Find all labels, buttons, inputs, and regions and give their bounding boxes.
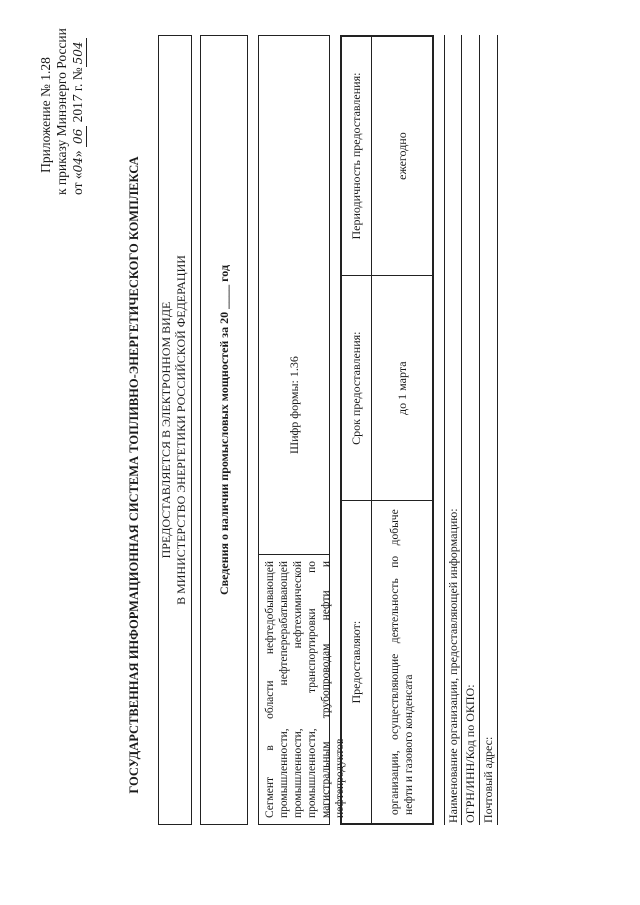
form-code: Шифр формы: 1.36 [286,356,301,454]
date-year-digit: 7 [71,94,85,103]
reporting-table [340,35,434,825]
value-deadline: до 1 марта [372,276,433,501]
postal-address-field: Почтовый адрес: [480,35,498,825]
date-year-prefix: 201 [70,102,85,123]
header-providers: Предоставляют: [342,501,372,824]
org-ids-field: ОГРН/ИНН/Код по ОКПО: [462,35,480,825]
form-title [201,36,247,824]
date-month: 06 [70,126,87,147]
date-prefix: от « [70,172,85,195]
form-title-year-word: год [217,264,231,282]
reporting-header-row [342,37,372,824]
form-title-box [200,35,248,825]
electronic-line-1: ПРЕДОСТАВЛЯЕТСЯ В ЭЛЕКТРОННОМ ВИДЕ [159,301,173,559]
date-mid: » [70,150,85,158]
system-title: ГОСУДАРСТВЕННАЯ ИНФОРМАЦИОННАЯ СИСТЕМА ТОПЛИВНО-ЭНЕРГЕТИЧЕСКОГО КОМПЛЕКСА [127,156,141,794]
segment-description: Сегмент в области нефтедобывающей промышленности, нефтеперерабатывающей промышленности, нефтехимической промышленности, транспортировки по магистральным трубопроводам нефти и нефтепродуктов [259,554,329,824]
date-day: 04 [71,157,85,173]
value-providers: организации, осуществляющие деятельность по добыче нефти и газового конденсата [372,501,433,824]
org-name-field: Наименование организации, предоставляющей информацию: [444,35,462,825]
header-frequency: Периодичность предоставления: [342,37,372,276]
appendix-date-line [70,35,87,195]
date-suffix: г. № [70,67,85,92]
appendix-header [38,28,87,195]
value-frequency: ежегодно [372,37,433,276]
electronic-line-2: В МИНИСТЕРСТВО ЭНЕРГЕТИКИ РОССИЙСКОЙ ФЕДЕРАЦИИ [174,255,188,605]
appendix-number: Приложение № 1.28 [38,57,53,173]
reporting-value-row [372,37,433,824]
reporting-grid [341,36,433,824]
header-deadline: Срок предоставления: [342,276,372,501]
year-blank: ____ [217,284,231,309]
segment-box [258,35,346,825]
electronic-submission-box [158,35,192,825]
form-title-text: Сведения о наличии промысловых мощностей за 20 [217,311,231,596]
organization-fields [444,35,498,825]
order-number: 504 [70,39,87,68]
appendix-order-ref: к приказу Минэнерго России [54,28,69,195]
